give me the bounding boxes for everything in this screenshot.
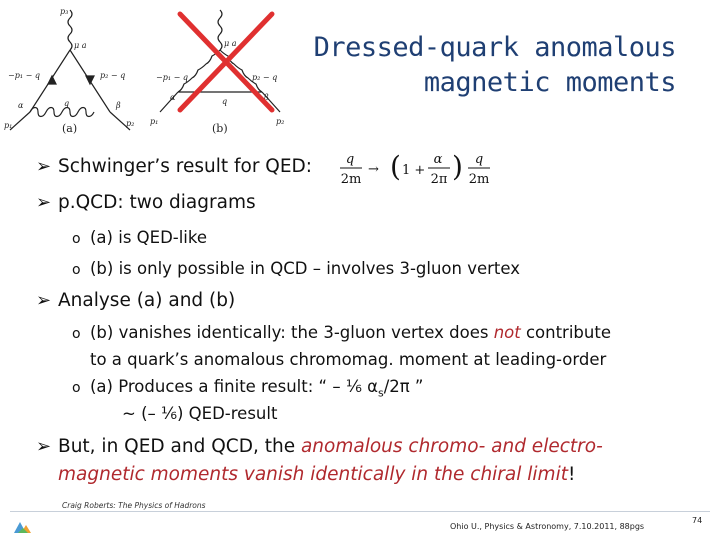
- bullet-analyse-text: Analyse (a) and (b): [58, 290, 236, 311]
- formula-right-paren: ): [452, 150, 463, 183]
- diagram-b-leg-p2: p₂: [276, 117, 285, 126]
- alpha-s-subscript: s: [377, 386, 384, 400]
- bullet-schwinger-text: Schwinger’s result for QED:: [58, 156, 313, 177]
- institution-logo-icon: [12, 519, 34, 535]
- slide-title-line2: magnetic moments: [423, 67, 676, 98]
- diagram-a-leg-p3: p₃: [60, 7, 69, 16]
- sub-bullet-finite-result-text-end: /2π ”: [383, 377, 424, 396]
- sub-bullet-circle-icon: o: [72, 380, 81, 396]
- diagram-a-bottom-gluon: [30, 108, 94, 117]
- diagram-a-leg-q: q: [64, 99, 70, 108]
- sub-bullet-circle-icon: o: [72, 231, 81, 247]
- emphasis-vanish-chiral-limit: magnetic moments vanish identically in the chiral limit: [58, 464, 568, 485]
- bullet-chiral-limit: [36, 436, 603, 457]
- bullet-arrow-icon: ➢: [36, 192, 52, 213]
- feynman-diagrams: [0, 0, 300, 140]
- footer-venue: Ohio U., Physics & Astronomy, 7.10.2011, 88pgs: [450, 522, 645, 531]
- bullet-arrow-icon: ➢: [36, 156, 52, 177]
- sub-bullet-circle-icon: o: [72, 262, 81, 278]
- diagram-a-leg-alpha: α: [18, 101, 24, 110]
- diagram-b-leg-beta: β: [264, 93, 269, 102]
- formula-lhs-denominator: 2m: [340, 172, 362, 187]
- formula-rhs-numerator: q: [474, 152, 484, 167]
- slide-title-line1: Dressed-quark anomalous: [313, 32, 676, 63]
- bullet-arrow-icon: ➢: [36, 436, 52, 457]
- emphasis-anomalous-moments: anomalous chromo- and electro-: [300, 436, 603, 457]
- formula-arrow: →: [368, 162, 379, 177]
- formula-two-pi: 2π: [430, 172, 448, 187]
- diagram-a-label: (a): [62, 122, 78, 135]
- diagram-b-leg-p2-q: p₂ − q: [252, 73, 278, 82]
- formula-lhs-numerator: q: [345, 152, 355, 167]
- diagram-a-gluon-line: [68, 10, 72, 50]
- bullet-pqcd: [36, 192, 256, 213]
- diagram-a-leg-mu: μ a: [74, 41, 87, 50]
- bullet-arrow-icon: ➢: [36, 290, 52, 311]
- diagram-b-gluon-top: [218, 10, 222, 50]
- formula-alpha: α: [433, 152, 443, 167]
- diagram-b-gluon-left: [178, 50, 220, 92]
- diagram-a-leg-beta: β: [116, 101, 121, 110]
- formula-rhs-denominator: 2m: [468, 172, 490, 187]
- diagram-a-leg-p2-q: p₂ − q: [100, 71, 126, 80]
- diagram-a: [10, 10, 130, 130]
- sub-bullet-finite-result-text: (a) Produces a finite result: “ – ⅙ α: [90, 377, 378, 396]
- emphasis-not: not: [493, 323, 521, 342]
- sub-bullet-qed-like-text: (a) is QED-like: [90, 228, 208, 247]
- sub-bullet-qcd-only-text: (b) is only possible in QCD – involves 3-gluon vertex: [90, 259, 521, 278]
- diagram-b-leg-minus-p1-q: −p₁ − q: [156, 73, 188, 82]
- sub-bullet-qed-like: [72, 228, 207, 247]
- formula-one-plus: 1 +: [402, 163, 426, 178]
- diagram-b-label: (b): [212, 122, 228, 135]
- diagram-b-leg-alpha: α: [170, 93, 176, 102]
- schwinger-formula: [338, 148, 528, 190]
- sub-bullet-vanishes: [72, 323, 611, 342]
- diagram-a-leg-p2: p₂: [126, 119, 135, 128]
- bullet-analyse: [36, 290, 235, 311]
- bullet-pqcd-text: p.QCD: two diagrams: [58, 192, 256, 213]
- sub-bullet-qed-result: ~ (– ⅙) QED-result: [122, 404, 278, 423]
- bullet-chiral-limit-exclamation: !: [567, 464, 576, 485]
- bullet-schwinger: [36, 156, 312, 177]
- bullet-chiral-limit-line2: [58, 464, 575, 485]
- page-number: 74: [692, 516, 703, 525]
- sub-bullet-qcd-only: [72, 259, 520, 278]
- formula-left-paren: (: [390, 150, 401, 183]
- slide-title: [256, 30, 676, 100]
- bullet-chiral-limit-text: But, in QED and QCD, the: [58, 436, 301, 457]
- diagram-a-leg-p1: p₁: [4, 121, 13, 130]
- diagram-b-leg-mu: μ a: [224, 39, 237, 48]
- diagram-a-leg-minus-p1-q: −p₁ − q: [8, 71, 40, 80]
- diagram-b-leg-q: q: [222, 97, 228, 106]
- sub-bullet-vanishes-text-end: contribute: [520, 323, 611, 342]
- footer-author: Craig Roberts: The Physics of Hadrons: [62, 501, 206, 510]
- sub-bullet-vanishes-text: (b) vanishes identically: the 3-gluon vertex does: [90, 323, 494, 342]
- diagram-b-leg-p1: p₁: [150, 117, 159, 126]
- sub-bullet-circle-icon: o: [72, 326, 81, 342]
- sub-bullet-vanishes-line2: to a quark’s anomalous chromomag. moment at leading-order: [90, 350, 607, 369]
- footer-divider: [10, 511, 710, 512]
- sub-bullet-finite-result: [72, 377, 423, 399]
